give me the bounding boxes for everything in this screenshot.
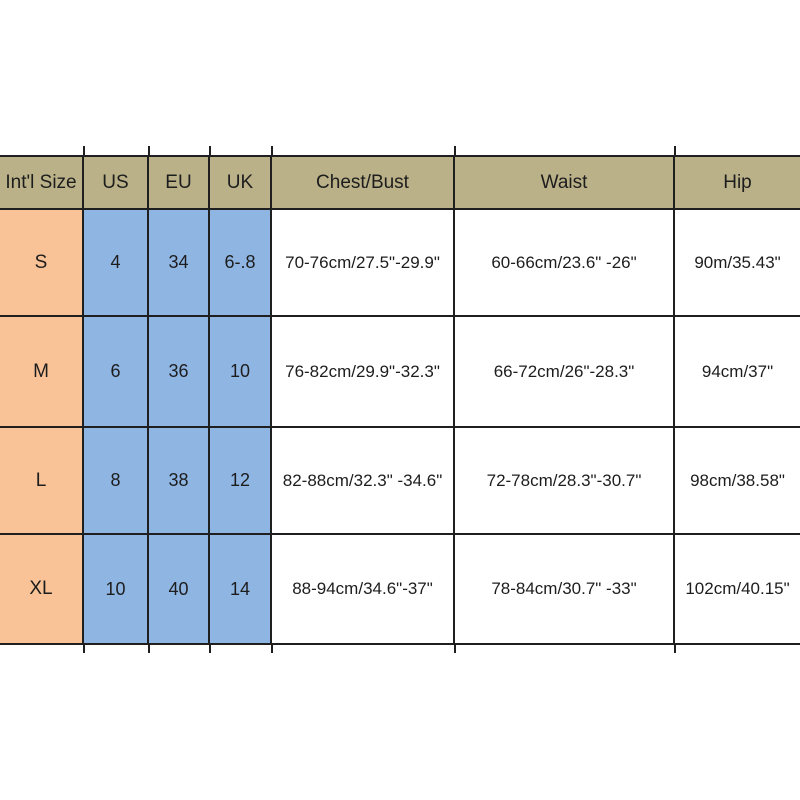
header-cell-us: US bbox=[84, 157, 149, 210]
table-cell-eu: 38 bbox=[149, 428, 210, 535]
table-cell-size: L bbox=[0, 428, 84, 535]
table-cell-hip: 94cm/37" bbox=[675, 317, 800, 428]
table-cell-uk: 6-.8 bbox=[210, 210, 272, 317]
table-cell-waist: 78-84cm/30.7" -33" bbox=[455, 535, 675, 645]
header-cell-hip: Hip bbox=[675, 157, 800, 210]
table-cell-chest: 82-88cm/32.3" -34.6" bbox=[272, 428, 455, 535]
table-cell-hip: 102cm/40.15" bbox=[675, 535, 800, 645]
table-cell-us: 10 bbox=[84, 535, 149, 645]
table-cell-waist: 72-78cm/28.3"-30.7" bbox=[455, 428, 675, 535]
table-cell-waist: 60-66cm/23.6" -26" bbox=[455, 210, 675, 317]
table-cell-size: M bbox=[0, 317, 84, 428]
table-cell-uk: 12 bbox=[210, 428, 272, 535]
header-cell-eu: EU bbox=[149, 157, 210, 210]
table-cell-us: 6 bbox=[84, 317, 149, 428]
table-cell-size: S bbox=[0, 210, 84, 317]
table-cell-eu: 36 bbox=[149, 317, 210, 428]
table-cell-size: XL bbox=[0, 535, 84, 645]
table-cell-eu: 34 bbox=[149, 210, 210, 317]
table-cell-uk: 14 bbox=[210, 535, 272, 645]
table-cell-chest: 70-76cm/27.5"-29.9" bbox=[272, 210, 455, 317]
table-cell-waist: 66-72cm/26"-28.3" bbox=[455, 317, 675, 428]
table-cell-hip: 98cm/38.58" bbox=[675, 428, 800, 535]
header-cell-uk: UK bbox=[210, 157, 272, 210]
table-cell-hip: 90m/35.43" bbox=[675, 210, 800, 317]
table-cell-us: 4 bbox=[84, 210, 149, 317]
header-cell-chest-bust: Chest/Bust bbox=[272, 157, 455, 210]
table-cell-us: 8 bbox=[84, 428, 149, 535]
table-cell-chest: 88-94cm/34.6"-37" bbox=[272, 535, 455, 645]
table-cell-eu: 40 bbox=[149, 535, 210, 645]
size-chart-table bbox=[0, 155, 800, 645]
table-cell-chest: 76-82cm/29.9"-32.3" bbox=[272, 317, 455, 428]
header-cell-intl-size: Int'l Size bbox=[0, 157, 84, 210]
header-cell-waist: Waist bbox=[455, 157, 675, 210]
table-cell-uk: 10 bbox=[210, 317, 272, 428]
